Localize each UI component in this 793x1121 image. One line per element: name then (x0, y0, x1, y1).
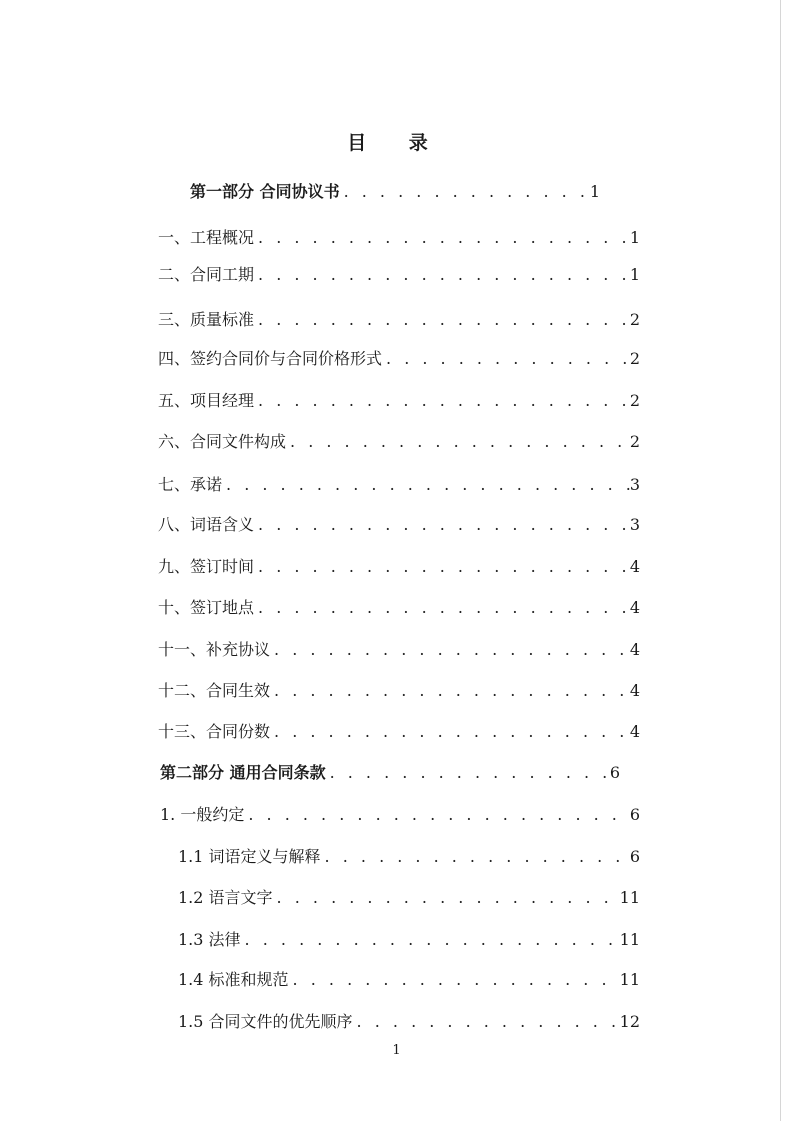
leader-dots (289, 968, 620, 992)
toc-entry-page: 4 (629, 640, 640, 659)
toc-entry[interactable] (158, 226, 640, 250)
toc-entry-label: 六、合同文件构成 (158, 432, 287, 451)
toc-entry-label: 三、质量标准 (158, 310, 255, 329)
toc-entry[interactable] (158, 473, 640, 497)
toc-entry-page: 4 (629, 598, 640, 617)
toc-entry-label: 1. 一般约定 (160, 805, 245, 824)
toc-entry-label: 十二、合同生效 (158, 681, 271, 700)
toc-entry-label: 1.4 标准和规范 (178, 970, 289, 989)
toc-entry-page: 3 (629, 475, 640, 494)
leader-dots (326, 761, 610, 785)
toc-entry-page: 3 (629, 515, 640, 534)
leader-dots (241, 928, 620, 952)
leader-dots (353, 1010, 620, 1034)
toc-entry[interactable] (158, 679, 640, 703)
toc-entry-label: 第二部分 通用合同条款 (160, 763, 326, 782)
toc-entry-label: 第一部分 合同协议书 (190, 182, 340, 201)
toc-entry-page: 11 (619, 930, 640, 949)
leader-dots (270, 638, 630, 662)
leader-dots (222, 473, 630, 497)
leader-dots (270, 679, 630, 703)
toc-entry-page: 2 (629, 310, 640, 329)
toc-entry-part-1[interactable] (190, 180, 600, 204)
toc-entry-label: 二、合同工期 (158, 265, 255, 284)
leader-dots (254, 389, 630, 413)
toc-entry[interactable] (158, 263, 640, 287)
toc-entry-label: 五、项目经理 (158, 391, 255, 410)
toc-entry-label: 1.1 词语定义与解释 (178, 847, 321, 866)
toc-entry-page: 6 (629, 847, 640, 866)
toc-entry-page: 1 (629, 228, 640, 247)
toc-entry[interactable] (158, 638, 640, 662)
toc-entry-page: 6 (629, 805, 640, 824)
toc-entry-page: 12 (619, 1012, 640, 1031)
toc-entry-label: 七、承诺 (158, 475, 223, 494)
leader-dots (340, 180, 590, 204)
leader-dots (286, 430, 630, 454)
scan-edge-line (780, 0, 781, 1121)
toc-entry[interactable] (178, 968, 640, 992)
toc-entry-page: 1 (629, 265, 640, 284)
toc-entry-page: 2 (629, 349, 640, 368)
toc-entry-label: 1.2 语言文字 (178, 888, 273, 907)
leader-dots (273, 886, 620, 910)
toc-entry[interactable] (158, 308, 640, 332)
toc-entry[interactable] (158, 555, 640, 579)
toc-entry[interactable] (178, 886, 640, 910)
toc-entry[interactable] (160, 803, 640, 827)
toc-title: 目 录 (347, 132, 446, 154)
toc-entry-label: 十三、合同份数 (158, 722, 271, 741)
toc-entry-label: 四、签约合同价与合同价格形式 (158, 349, 383, 368)
toc-entry[interactable] (158, 720, 640, 744)
leader-dots (254, 513, 630, 537)
leader-dots (254, 596, 630, 620)
toc-entry-page: 6 (609, 763, 620, 782)
leader-dots (254, 555, 630, 579)
toc-entry-page: 4 (629, 681, 640, 700)
toc-entry-label: 八、词语含义 (158, 515, 255, 534)
leader-dots (254, 226, 630, 250)
toc-entry-page: 4 (629, 557, 640, 576)
leader-dots (270, 720, 630, 744)
footer-page-number: 1 (392, 1043, 401, 1058)
toc-entry-label: 十、签订地点 (158, 598, 255, 617)
toc-entry-page: 11 (619, 888, 640, 907)
toc-entry[interactable] (158, 596, 640, 620)
toc-entry-page: 2 (629, 391, 640, 410)
toc-entry-page: 1 (589, 182, 600, 201)
leader-dots (321, 845, 630, 869)
toc-entry[interactable] (158, 347, 640, 371)
toc-entry[interactable] (178, 845, 640, 869)
toc-entry[interactable] (158, 513, 640, 537)
leader-dots (254, 308, 630, 332)
toc-entry[interactable] (158, 430, 640, 454)
toc-entry-part-2[interactable] (160, 761, 620, 785)
toc-entry-label: 九、签订时间 (158, 557, 255, 576)
toc-entry-page: 11 (619, 970, 640, 989)
toc-entry-page: 4 (629, 722, 640, 741)
toc-entry[interactable] (178, 928, 640, 952)
toc-entry[interactable] (178, 1010, 640, 1034)
toc-entry-label: 1.5 合同文件的优先顺序 (178, 1012, 353, 1031)
toc-entry-label: 一、工程概况 (158, 228, 255, 247)
leader-dots (244, 803, 629, 827)
toc-entry-label: 十一、补充协议 (158, 640, 271, 659)
toc-entry-page: 2 (629, 432, 640, 451)
toc-entry-label: 1.3 法律 (178, 930, 241, 949)
toc-entry[interactable] (158, 389, 640, 413)
leader-dots (382, 347, 630, 371)
leader-dots (254, 263, 630, 287)
